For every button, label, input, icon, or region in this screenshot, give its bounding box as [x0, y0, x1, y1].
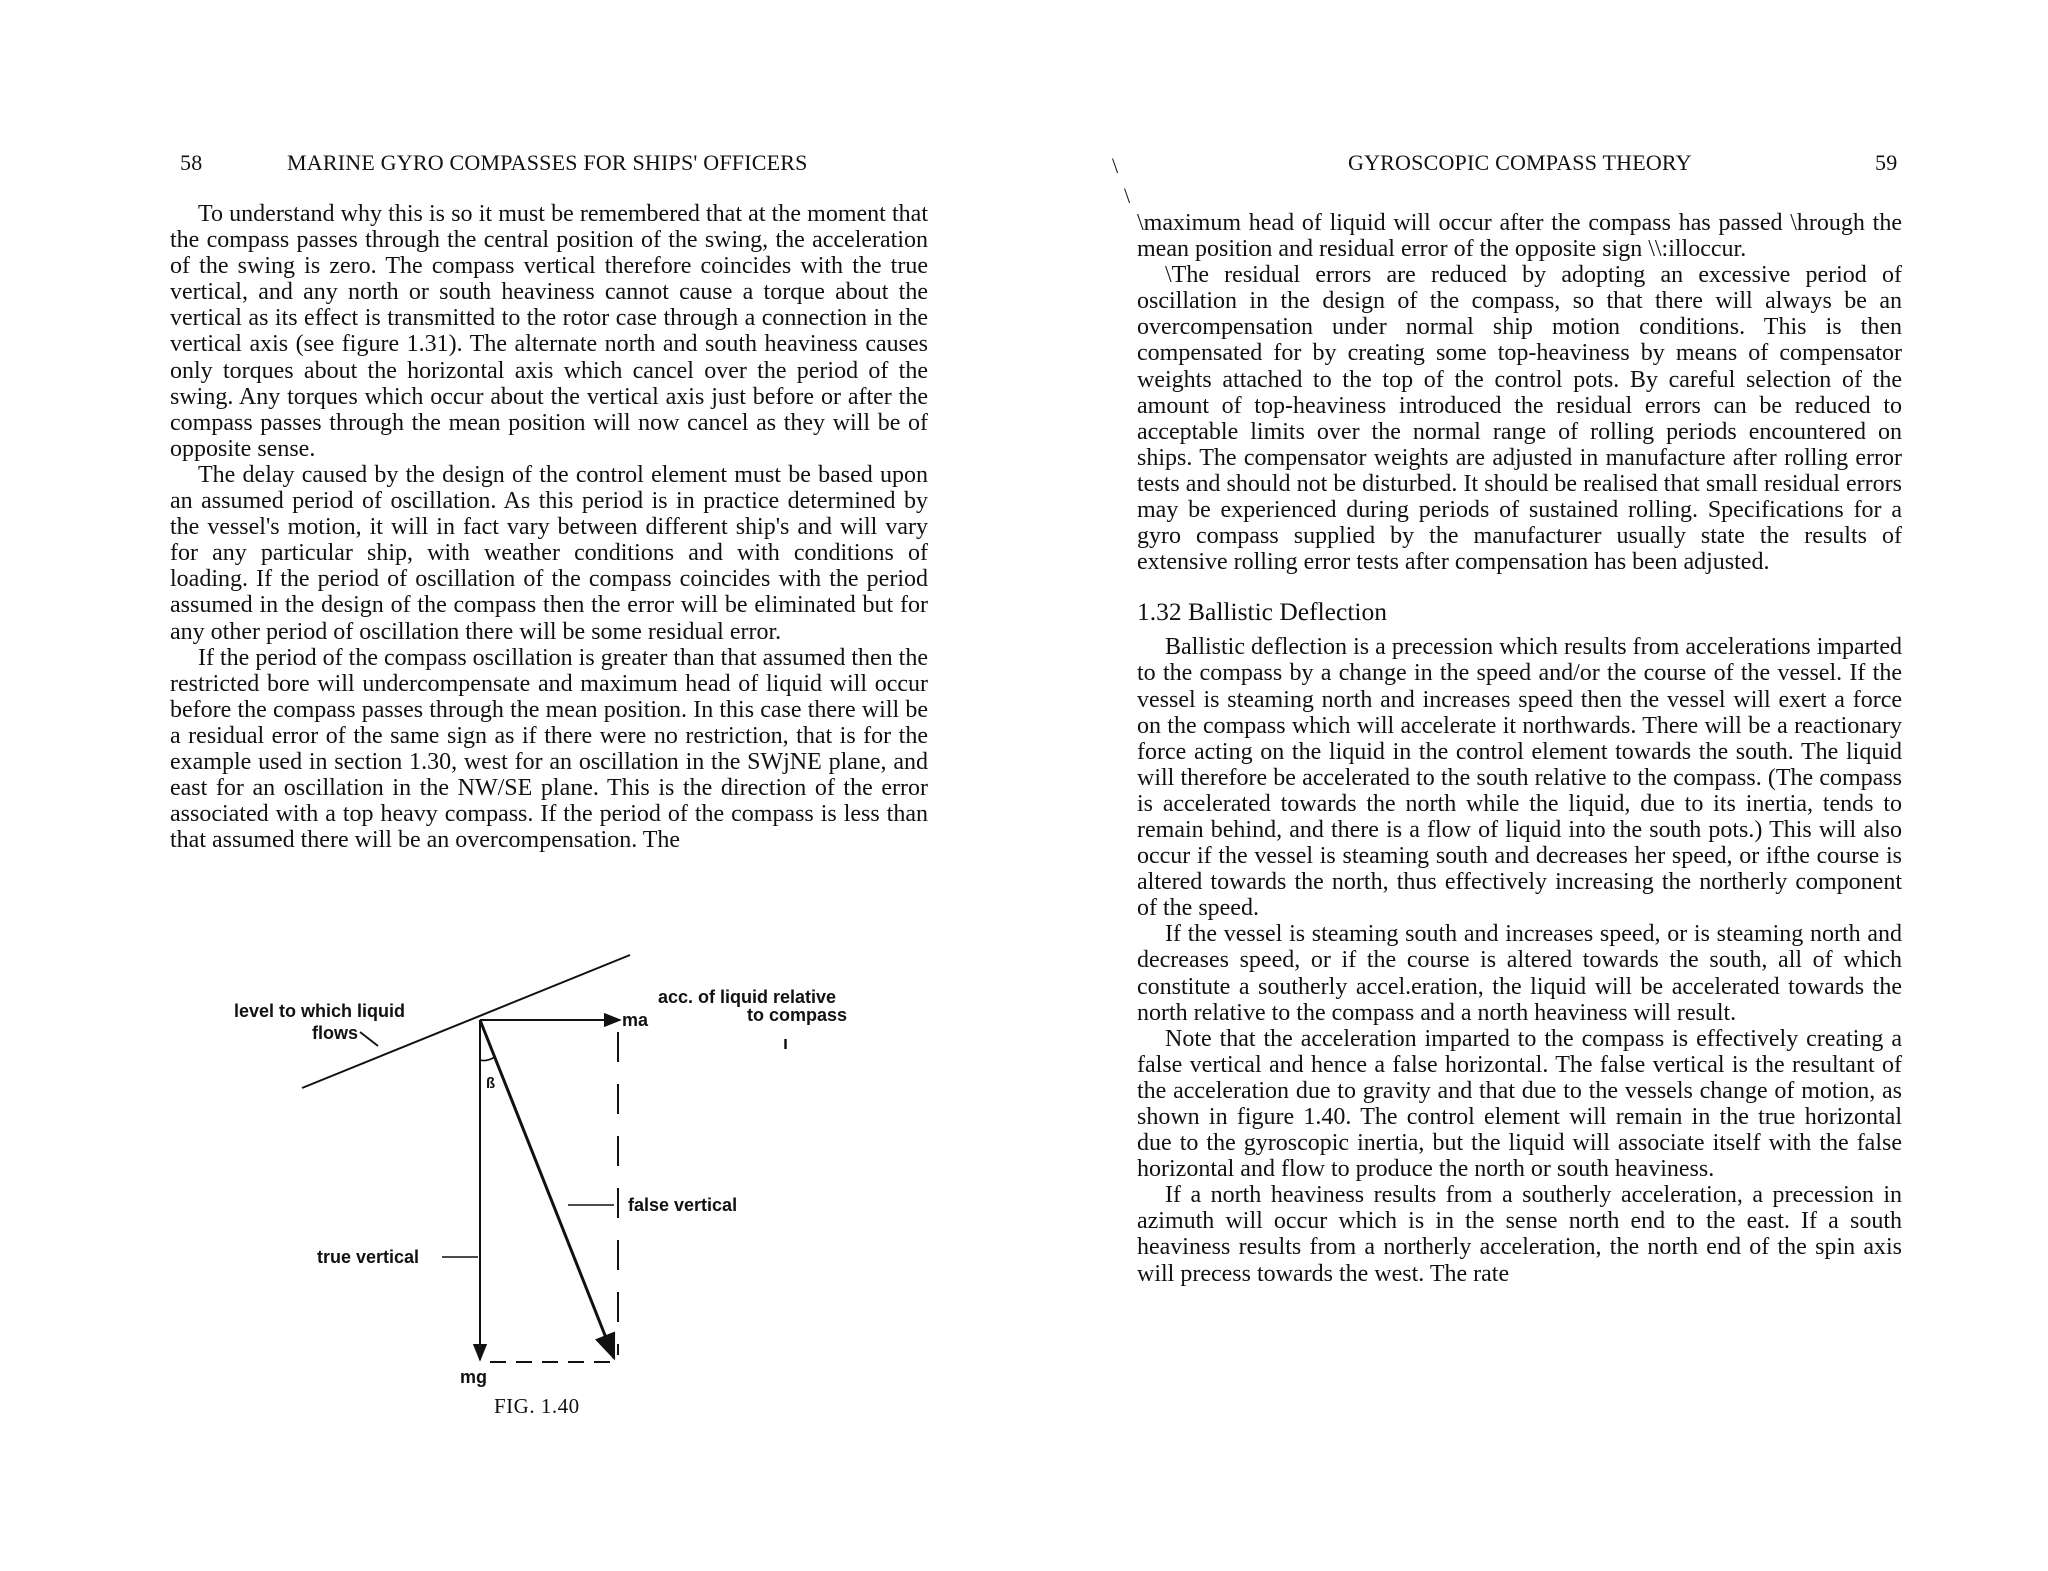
label-stray-mark: ı: [783, 1033, 789, 1053]
figure-1-40-diagram: [234, 950, 890, 1420]
left-paragraph: The delay caused by the design of the control element must be based upon an assumed period of oscillation. As this period is in practice determined by the vessel's motion, it will in fact vary between different ship's and will vary for any particular ship, with weather conditions and with conditions of loading. If the period of oscillation of the compass coincides with the period assumed in the design of the compass then the error will be eliminated but for any other period of oscillation there will be some residual error.: [170, 461, 928, 645]
label-level: level to which liquid: [234, 1001, 406, 1021]
label-mg: mg: [460, 1367, 487, 1387]
beta-arc: [480, 1057, 495, 1061]
label-acc-line2: to compass: [747, 1005, 848, 1025]
label-acc-line1: acc. of liquid relative: [658, 987, 837, 1007]
stray-mark: \: [1124, 183, 1131, 208]
right-page-number: 59: [1875, 150, 1898, 175]
right-paragraph: \maximum head of liquid will occur after the compass has passed \hrough the mean position and residual error of the opposite sign \\:illoccur.: [1137, 210, 1902, 263]
label-ma: ma: [622, 1010, 649, 1030]
section-heading: 1.32 Ballistic Deflection: [1137, 597, 1387, 627]
left-running-head: MARINE GYRO COMPASSES FOR SHIPS' OFFICERS: [287, 150, 808, 175]
section-paragraph: Ballistic deflection is a precession which results from accelerations imparted to the compass by a change in the speed and/or the course of the vessel. If the vessel is steaming north and increases speed then the vessel will exert a force on the compass which will accelerate it northwards. There will be a reactionary force acting on the liquid in the control element towards the south. The liquid will therefore be accelerated to the south relative to the compass. (The compass is accelerated towards the north while the liquid, due to its inertia, tends to remain behind, and there is a flow of liquid into the south pots.) This will also occur if the vessel is steaming south and decreases her speed, or ifthe course is altered towards the north, thus effectively increasing the northerly component of the speed.: [1137, 634, 1902, 922]
section-paragraph: If the vessel is steaming south and increases speed, or is steaming north and decreases speed, or if the course is altered towards the south, all of which constitute a southerly accel.eration, the liquid will be accelerated towards the north relative to the compass and a north heaviness will result.: [1137, 921, 1902, 1026]
left-page-body: [170, 201, 928, 853]
left-paragraph: If the period of the compass oscillation is greater than that assumed then the restricted bore will undercompensate and maximum head of liquid will occur before the compass passes through the mean position. In this case there will be a residual error of the same sign as if there were no restriction, that is for the example used in section 1.30, west for an oscillation in the SWjNE plane, and east for an oscillation in the NW/SE plane. This is the direction of the error associated with a top heavy compass. If the period of the compass is less than that assumed there will be an overcompensation. The: [170, 644, 928, 854]
liquid-level-line: [302, 955, 630, 1088]
section-paragraph: If a north heaviness results from a southerly acceleration, a precession in azimuth will occur which is in the sense north end to the east. If a south heaviness results from a northerly acceleration, the north end of the spin axis will precess towards the west. The rate: [1137, 1182, 1902, 1287]
label-true-vertical: true vertical: [317, 1247, 420, 1267]
false-vertical-arrow: [480, 1020, 614, 1358]
section-paragraph: Note that the acceleration imparted to the compass is effectively creating a false vertical and hence a false horizontal. The false vertical is the resultant of the acceleration due to gravity and that due to the vessels change of motion, as shown in figure 1.40. The control element will remain in the true horizontal due to the gyroscopic inertia, but the liquid will associate itself with the false horizontal and flow to produce the north or south heaviness.: [1137, 1025, 1902, 1183]
label-false-vertical: false vertical: [628, 1195, 738, 1215]
left-paragraph: To understand why this is so it must be remembered that at the moment that the compass passes through the central position of the swing, the acceleration of the swing is zero. The compass vertical therefore coincides with the true vertical, and any north or south heaviness cannot cause a torque about the vertical as its effect is transmitted to the rotor case through a connection in the vertical axis (see figure 1.31). The alternate north and south heaviness causes only torques about the horizontal axis which cancel over the period of the swing. Any torques which occur about the vertical axis just before or after the compass passes through the mean position will now cancel as they will be of opposite sense.: [170, 201, 928, 462]
stray-mark: \: [1112, 153, 1119, 178]
figure-caption: FIG. 1.40: [494, 1394, 580, 1418]
right-page-body: [1137, 210, 1902, 1287]
label-flows: flows: [312, 1023, 359, 1043]
flows-leader: [360, 1032, 378, 1046]
label-beta: ß: [486, 1075, 496, 1092]
right-running-head: GYROSCOPIC COMPASS THEORY: [1348, 150, 1692, 175]
right-paragraph: \The residual errors are reduced by adopting an excessive period of oscillation in the design of the compass, so that there will always be an overcompensation under normal ship motion conditions. This is then compensated for by creating some top-heaviness by means of compensator weights attached to the top of the control pots. By careful selection of the amount of top-heaviness introduced the residual errors can be reduced to acceptable limits over the normal range of rolling periods encountered on ships. The compensator weights are adjusted in manufacture after rolling error tests and should not be disturbed. It should be realised that small residual errors may be experienced during periods of sustained rolling. Specifications for a gyro compass supplied by the manufacturer usually state the results of extensive rolling error tests after compensation has been adjusted.: [1137, 262, 1902, 576]
left-page-number: 58: [180, 150, 203, 175]
